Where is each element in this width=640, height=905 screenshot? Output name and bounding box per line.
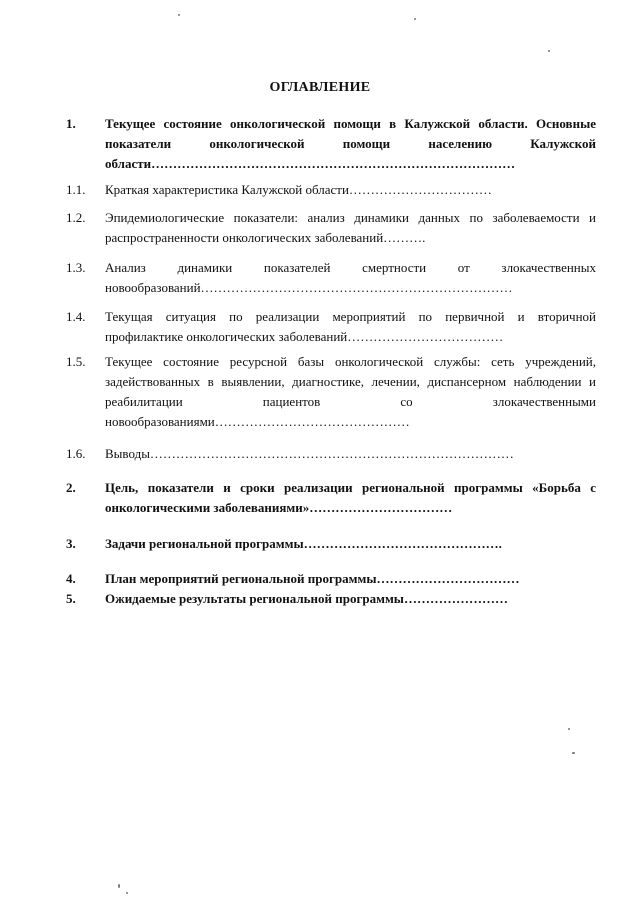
scan-speck bbox=[548, 50, 550, 52]
toc-entry-5 bbox=[66, 589, 596, 609]
toc-entry-text: Эпидемиологические показатели: анализ динамики данных по заболеваемости и распространенности онкологических заболеваний………. bbox=[105, 210, 596, 245]
toc-entry-number: 1.3. bbox=[66, 260, 86, 275]
scan-speck bbox=[572, 752, 575, 754]
toc-entry-text: Анализ динамики показателей смертности от злокачественных новообразований……………………………………………………………… bbox=[105, 260, 596, 295]
toc-entry-text: Цель, показатели и сроки реализации региональной программы «Борьба с онкологическими заболеваниями»…………………………… bbox=[105, 480, 596, 515]
toc-entry-number: 3. bbox=[66, 536, 76, 551]
scan-speck bbox=[178, 14, 180, 16]
toc-entry-1-6 bbox=[66, 444, 596, 464]
toc-entry-text: Текущая ситуация по реализации мероприятий по первичной и вторичной профилактике онкологических заболеваний……………………………… bbox=[105, 309, 596, 344]
toc-entry-number: 1.1. bbox=[66, 182, 86, 197]
toc-entry-number: 1.4. bbox=[66, 309, 86, 324]
toc-entry-text: Текущее состояние ресурсной базы онкологической службы: сеть учреждений, задействованных в выявлении, диагностике, лечении, диспансерном наблюдении и реабилитации пациентов со злокачественными новообразованиями……………………………………… bbox=[105, 354, 596, 429]
toc-entry-text: Краткая характеристика Калужской области…………………………… bbox=[105, 182, 492, 197]
toc-entry-number: 1.5. bbox=[66, 354, 86, 369]
toc-entry-number: 1. bbox=[66, 116, 76, 131]
page-title: ОГЛАВЛЕНИЕ bbox=[269, 80, 371, 95]
toc-entry-1-3 bbox=[66, 258, 596, 298]
toc-entry-1-5 bbox=[66, 352, 596, 432]
toc-entry-1-1 bbox=[66, 180, 596, 200]
toc-entry-number: 2. bbox=[66, 480, 76, 495]
scan-speck bbox=[118, 884, 120, 888]
toc-entry-3 bbox=[66, 534, 596, 554]
toc-entry-number: 5. bbox=[66, 591, 76, 606]
scan-speck bbox=[414, 18, 416, 20]
toc-entry-1 bbox=[66, 114, 596, 174]
toc-entry-1-2 bbox=[66, 208, 596, 248]
scan-speck bbox=[568, 728, 570, 730]
toc-entry-text: Ожидаемые результаты региональной программы…………………… bbox=[105, 591, 508, 606]
toc-entry-1-4 bbox=[66, 307, 596, 347]
scan-speck bbox=[126, 892, 128, 894]
toc-entry-text: План мероприятий региональной программы…………………………… bbox=[105, 571, 520, 586]
toc-entry-text: Задачи региональной программы………………………………………. bbox=[105, 536, 502, 551]
toc-entry-number: 1.6. bbox=[66, 446, 86, 461]
toc-entry-text: Текущее состояние онкологической помощи в Калужской области. Основные показатели онкологической помощи населению Калужской области………………………………………………………………………… bbox=[105, 116, 596, 171]
toc-entry-4 bbox=[66, 569, 596, 589]
toc-entry-text: Выводы………………………………………………………………………… bbox=[105, 446, 514, 461]
toc-entry-number: 1.2. bbox=[66, 210, 86, 225]
toc-entry-2 bbox=[66, 478, 596, 518]
toc-entry-number: 4. bbox=[66, 571, 76, 586]
